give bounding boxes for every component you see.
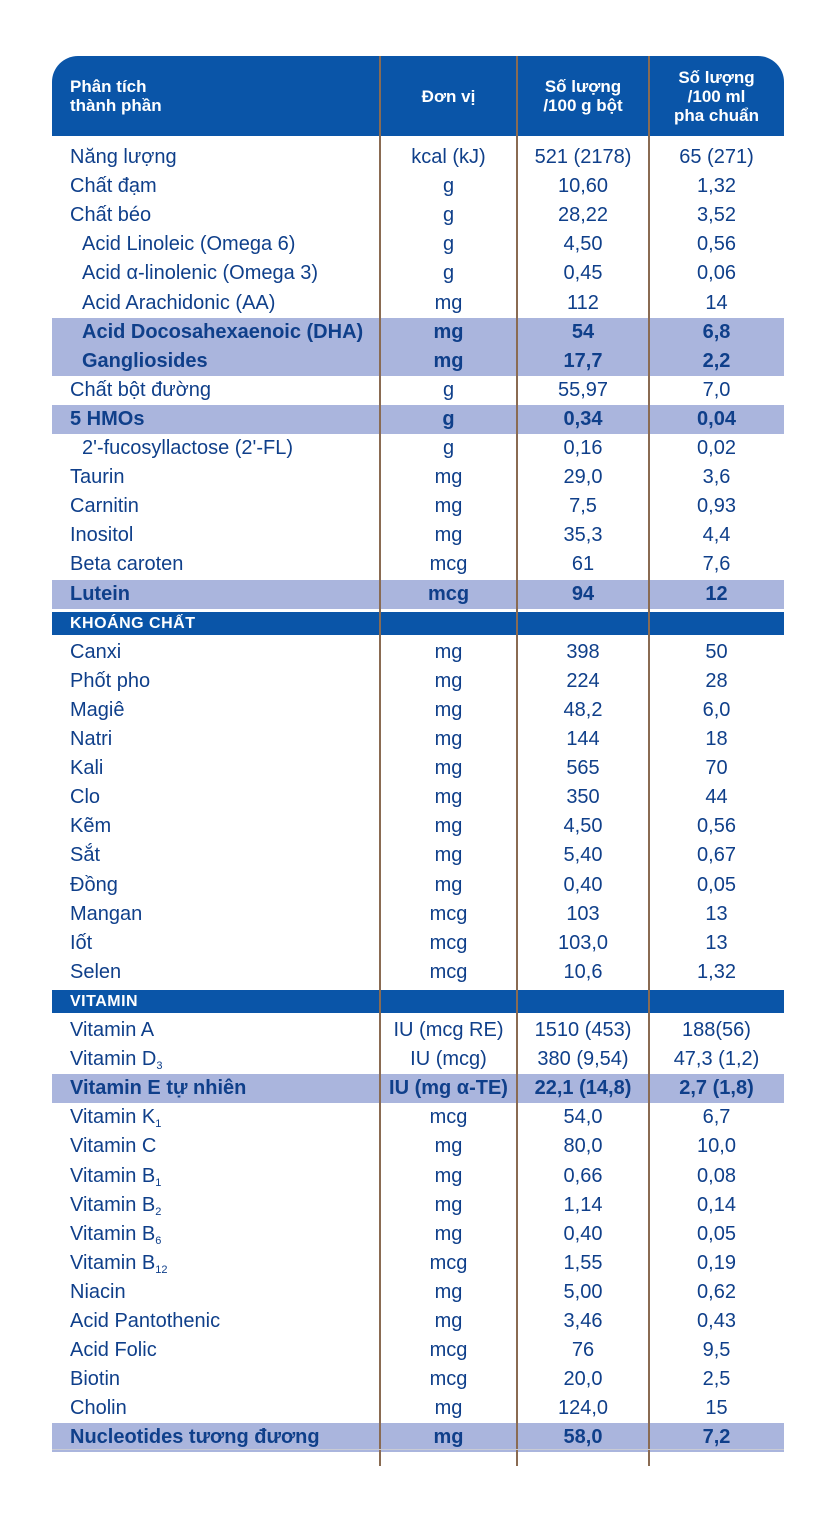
component-name: Acid Folic [70, 1339, 157, 1362]
per-100g-cell: 35,3 [563, 524, 603, 547]
per-100g-cell: 0,34 [563, 407, 603, 430]
per-100ml-cell: 7,6 [702, 553, 731, 576]
unit-cell: g [442, 437, 455, 459]
table-row [52, 289, 784, 318]
per-100ml-cell: 0,67 [697, 844, 736, 867]
unit-cell: mg [434, 1280, 463, 1303]
per-100g-cell: 112 [567, 291, 599, 314]
unit-cell: mg [434, 1222, 463, 1245]
table-row [52, 667, 784, 696]
per-100ml-cell: 3,52 [697, 204, 736, 227]
unit-cell: mg [433, 1426, 464, 1449]
subscript: 2 [155, 1205, 162, 1218]
per-100g-cell: 29,0 [563, 466, 603, 489]
header-component: Phân tích thành phần [70, 77, 162, 115]
unit-cell: mg [433, 349, 464, 372]
per-100g-cell: 17,7 [563, 349, 603, 372]
component-name: Acid Pantothenic [70, 1310, 221, 1332]
component-name: Lutein [70, 582, 130, 605]
per-100ml-cell: 2,7 (1,8) [679, 1077, 754, 1100]
component-name: Acid α-linolenic (Omega 3) [82, 262, 319, 285]
unit-cell: mg [434, 728, 463, 750]
table-row [52, 958, 784, 987]
unit-cell: mcg [429, 902, 468, 925]
table-row [52, 1249, 784, 1278]
unit-cell: g [442, 175, 455, 198]
component-name: 2'-fucosyllactose (2'-FL) [82, 437, 294, 459]
unit-cell: IU (mcg RE) [393, 1019, 504, 1041]
table-row [52, 1132, 784, 1161]
unit-cell: mg [434, 844, 463, 867]
component-name: Vitamin A [70, 1019, 155, 1041]
component-name: Taurin [70, 466, 125, 489]
per-100ml-cell: 0,93 [697, 495, 736, 518]
component-name: Năng lượng [70, 146, 177, 168]
per-100g-cell: 1,14 [563, 1193, 603, 1216]
column-divider [516, 56, 518, 1466]
unit-cell: g [442, 233, 455, 256]
per-100g-cell: 521 (2178) [534, 146, 632, 168]
component-name: Vitamin $K_1$ [70, 1106, 162, 1131]
per-100g-cell: 20,0 [563, 1368, 603, 1391]
table-row [52, 783, 784, 812]
per-100ml-cell: 0,19 [697, 1251, 736, 1274]
table-row [52, 143, 784, 172]
component-name: Phốt pho [70, 669, 151, 692]
nutrition-table [52, 56, 784, 1466]
component-name: Natri [70, 728, 113, 750]
bottom-rule [52, 1449, 784, 1450]
per-100ml-cell: 7,0 [702, 378, 731, 401]
unit-cell: mg [434, 698, 463, 721]
table-row [52, 1220, 784, 1249]
per-100g-cell: 144 [566, 728, 600, 750]
section-label: KHOÁNG CHẤT [70, 614, 196, 632]
per-100ml-cell: 188(56) [682, 1019, 751, 1041]
per-100ml-cell: 70 [705, 757, 728, 780]
per-100g-cell: 28,22 [557, 204, 609, 227]
per-100ml-cell: 1,32 [697, 960, 736, 983]
per-100ml-cell: 7,2 [702, 1426, 731, 1449]
section-header [52, 612, 784, 635]
table-row [52, 259, 784, 288]
table-row [52, 230, 784, 259]
per-100g-cell: 48,2 [563, 698, 603, 721]
per-100g-cell: 10,6 [563, 960, 603, 983]
per-100g-cell: 76 [571, 1339, 595, 1362]
table-row [52, 725, 784, 754]
component-name: Vitamin $B_2$ [70, 1193, 162, 1218]
component-name: Acid Linoleic (Omega 6) [82, 233, 296, 256]
per-100g-cell: 10,60 [557, 175, 609, 198]
subscript: 6 [155, 1234, 162, 1247]
component-name: Đồng [70, 873, 118, 896]
per-100g-cell: 0,45 [563, 262, 603, 285]
unit-cell: mcg [429, 1368, 468, 1391]
per-100g-cell: 0,66 [563, 1164, 603, 1187]
per-100ml-cell: 6,7 [702, 1106, 731, 1129]
unit-cell: mg [434, 291, 463, 314]
per-100ml-cell: 65 (271) [679, 146, 754, 168]
per-100g-cell: 350 [566, 786, 600, 809]
component-name: Carnitin [70, 495, 139, 518]
table-row [52, 318, 784, 347]
unit-cell: g [442, 262, 455, 285]
component-name: Vitamin E tự nhiên [70, 1077, 247, 1100]
per-100g-cell: 0,16 [563, 437, 603, 459]
per-100g-cell: 61 [571, 553, 595, 576]
table-row [52, 1191, 784, 1220]
unit-cell: mg [434, 1193, 463, 1216]
table-row [52, 463, 784, 492]
per-100g-cell: 3,46 [563, 1310, 603, 1332]
component-name: Chất béo [70, 204, 152, 227]
unit-cell: mcg [429, 1251, 468, 1274]
per-100g-cell: 58,0 [563, 1426, 603, 1449]
table-row [52, 580, 784, 609]
component-name: Canxi [70, 640, 122, 663]
table-row [52, 1278, 784, 1307]
unit-cell: kcal (kJ) [411, 146, 486, 168]
unit-cell: mg [434, 815, 463, 838]
per-100g-cell: 0,40 [563, 873, 603, 896]
subscript: 1 [155, 1118, 162, 1131]
unit-cell: mg [434, 466, 463, 489]
table-row [52, 841, 784, 870]
table-row [52, 1016, 784, 1045]
table-header [52, 56, 784, 136]
per-100g-cell: 5,40 [563, 844, 603, 867]
component-name: Selen [70, 960, 122, 983]
component-name: 5 HMOs [70, 407, 145, 430]
per-100g-cell: 54,0 [563, 1106, 603, 1129]
per-100g-cell: 565 [566, 757, 600, 780]
unit-cell: mcg [429, 960, 468, 983]
per-100ml-cell: 0,43 [697, 1310, 736, 1332]
per-100g-cell: 7,5 [569, 495, 597, 518]
per-100g-cell: 1510 (453) [534, 1019, 632, 1041]
per-100g-cell: 94 [571, 582, 595, 605]
unit-cell: mg [433, 320, 464, 343]
per-100g-cell: 103 [566, 902, 600, 925]
per-100ml-cell: 0,56 [697, 815, 736, 838]
table-row [52, 696, 784, 725]
per-100g-cell: 22,1 (14,8) [534, 1077, 632, 1100]
per-100ml-cell: 0,56 [697, 233, 736, 256]
per-100g-cell: 80,0 [563, 1135, 603, 1158]
component-name: Mangan [70, 902, 143, 925]
subscript: 3 [156, 1060, 163, 1073]
unit-cell: mg [434, 786, 463, 809]
component-name: Acid Docosahexaenoic (DHA) [82, 320, 364, 343]
unit-cell: mg [434, 757, 463, 780]
unit-cell: mcg [429, 553, 468, 576]
table-row [52, 172, 784, 201]
table-row [52, 550, 784, 579]
per-100g-cell: 380 (9,54) [537, 1048, 629, 1071]
per-100ml-cell: 13 [705, 931, 728, 954]
per-100g-cell: 5,00 [563, 1280, 603, 1303]
unit-cell: g [442, 204, 455, 227]
table-row [52, 1074, 784, 1103]
unit-cell: g [442, 407, 455, 430]
per-100ml-cell: 0,05 [697, 873, 736, 896]
per-100ml-cell: 0,62 [697, 1280, 736, 1303]
table-row [52, 929, 784, 958]
per-100ml-cell: 0,06 [697, 262, 736, 285]
unit-cell: mcg [429, 1106, 468, 1129]
table-row [52, 1336, 784, 1365]
subscript: 1 [155, 1176, 162, 1189]
per-100ml-cell: 0,14 [697, 1193, 736, 1216]
column-divider [379, 56, 381, 1466]
per-100ml-cell: 13 [705, 902, 728, 925]
component-name: Iốt [70, 931, 93, 954]
table-row [52, 1365, 784, 1394]
per-100g-cell: 54 [571, 320, 595, 343]
per-100g-cell: 1,55 [563, 1251, 603, 1274]
table-row [52, 492, 784, 521]
per-100ml-cell: 10,0 [697, 1135, 736, 1158]
unit-cell: mg [434, 495, 463, 518]
unit-cell: IU (mg α-TE) [389, 1077, 508, 1100]
table-row [52, 347, 784, 376]
per-100ml-cell: 28 [705, 669, 728, 692]
per-100ml-cell: 0,05 [697, 1222, 736, 1245]
table-row [52, 812, 784, 841]
component-name: Niacin [70, 1280, 126, 1303]
per-100ml-cell: 0,08 [697, 1164, 736, 1187]
table-row [52, 754, 784, 783]
table-row [52, 434, 784, 463]
per-100ml-cell: 44 [705, 786, 728, 809]
component-name: Vitamin C [70, 1135, 157, 1158]
table-row [52, 405, 784, 434]
per-100g-cell: 0,40 [563, 1222, 603, 1245]
component-name: Nucleotides tương đương [70, 1426, 320, 1449]
component-name: Kali [70, 757, 104, 780]
component-name: Kẽm [70, 815, 112, 838]
table-row [52, 900, 784, 929]
per-100ml-cell: 0,04 [697, 407, 736, 430]
table-row [52, 376, 784, 405]
component-name: Chất bột đường [70, 378, 212, 401]
component-name: Vitamin $D_3$ [70, 1048, 163, 1073]
table-row [52, 201, 784, 230]
unit-cell: mg [434, 873, 463, 896]
per-100ml-cell: 1,32 [697, 175, 736, 198]
unit-cell: mg [434, 669, 463, 692]
component-name: Sắt [70, 844, 101, 867]
table-row [52, 1045, 784, 1074]
per-100g-cell: 4,50 [563, 815, 603, 838]
unit-cell: mcg [427, 582, 470, 605]
per-100ml-cell: 2,5 [702, 1368, 731, 1391]
subscript: 12 [155, 1263, 168, 1276]
unit-cell: mg [434, 1397, 463, 1420]
unit-cell: mg [434, 640, 463, 663]
per-100ml-cell: 47,3 (1,2) [673, 1048, 760, 1071]
unit-cell: mg [434, 1164, 463, 1187]
per-100ml-cell: 9,5 [702, 1339, 731, 1362]
section-header [52, 990, 784, 1013]
per-100ml-cell: 4,4 [702, 524, 731, 547]
header-unit: Đơn vị [421, 86, 476, 106]
per-100g-cell: 103,0 [557, 931, 609, 954]
unit-cell: IU (mcg) [410, 1048, 487, 1071]
per-100g-cell: 55,97 [557, 378, 609, 401]
per-100ml-cell: 0,02 [697, 437, 736, 459]
per-100ml-cell: 2,2 [702, 349, 731, 372]
per-100g-cell: 124,0 [557, 1397, 609, 1420]
per-100g-cell: 398 [566, 640, 600, 663]
component-name: Beta caroten [70, 553, 184, 576]
per-100ml-cell: 18 [705, 728, 728, 750]
table-row [52, 1162, 784, 1191]
table-row [52, 871, 784, 900]
per-100ml-cell: 14 [705, 291, 728, 314]
unit-cell: mg [434, 524, 463, 547]
per-100ml-cell: 6,0 [702, 698, 731, 721]
per-100ml-cell: 50 [705, 640, 728, 663]
section-label: VITAMIN [70, 992, 139, 1010]
component-name: Cholin [70, 1397, 127, 1420]
component-name: Inositol [70, 524, 134, 547]
unit-cell: mcg [429, 931, 468, 954]
table-row [52, 1103, 784, 1132]
unit-cell: mg [434, 1310, 463, 1332]
unit-cell: mg [434, 1135, 463, 1158]
component-name: Vitamin $B_{12}$ [70, 1251, 168, 1276]
table-row [52, 1307, 784, 1336]
component-name: Gangliosides [82, 349, 208, 372]
per-100ml-cell: 12 [705, 582, 728, 605]
header-per-100ml: Số lượng /100 ml pha chuẩn [673, 67, 759, 125]
table-row [52, 638, 784, 667]
unit-cell: g [442, 378, 455, 401]
header-per-100g: Số lượng /100 g bột [543, 77, 623, 115]
component-name: Clo [70, 786, 101, 809]
table-row [52, 521, 784, 550]
table-row [52, 1394, 784, 1423]
component-name: Magiê [70, 698, 125, 721]
component-name: Acid Arachidonic (AA) [82, 291, 276, 314]
per-100ml-cell: 6,8 [702, 320, 731, 343]
per-100g-cell: 4,50 [563, 233, 603, 256]
component-name: Chất đạm [70, 175, 157, 198]
per-100ml-cell: 15 [705, 1397, 728, 1420]
per-100ml-cell: 3,6 [702, 466, 731, 489]
unit-cell: mcg [429, 1339, 468, 1362]
per-100g-cell: 224 [566, 669, 600, 692]
component-name: Vitamin $B_1$ [70, 1164, 162, 1189]
component-name: Vitamin $B_6$ [70, 1222, 162, 1247]
column-divider [648, 56, 650, 1466]
component-name: Biotin [70, 1368, 121, 1391]
